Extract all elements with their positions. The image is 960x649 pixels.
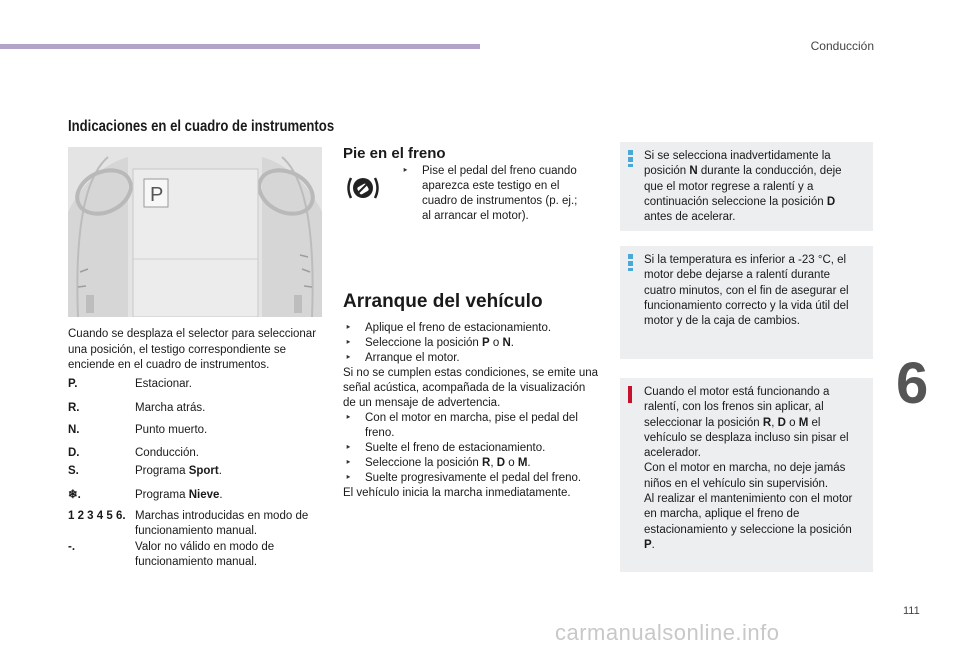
list-item: ‣ Aplique el freno de estacionamiento. bbox=[343, 321, 601, 336]
list-item: ‣ Seleccione la posición P o N. bbox=[343, 336, 601, 351]
list-item: ‣ Seleccione la posición R, D o M. bbox=[343, 456, 601, 471]
dash-gear-indicator: P bbox=[150, 184, 164, 206]
page-number: 111 bbox=[903, 605, 920, 617]
header-accent-bar bbox=[0, 44, 480, 49]
watermark: carmanualsonline.info bbox=[555, 620, 780, 645]
list-item: ‣ Arranque el motor. bbox=[343, 351, 601, 366]
instrument-panel-image bbox=[68, 147, 322, 317]
final-text: El vehículo inicia la marcha inmediatamente. bbox=[343, 487, 571, 499]
section-title: Conducción bbox=[810, 39, 874, 53]
list-item: ‣ Con el motor en marcha, pise el pedal del freno. bbox=[343, 411, 601, 441]
brake-pedal-warning-icon bbox=[345, 170, 381, 206]
info-note-neutral: Si se selecciona inadvertidamente la posición N durante la conducción, deje que el motor regrese a ralentí y a continuación seleccione la posición D antes de acelerar. bbox=[620, 142, 873, 231]
info-note-temperature bbox=[620, 246, 873, 359]
selector-intro-text: Cuando se desplaza el selector para seleccionar una posición, el testigo correspondiente se enciende en el cuadro de instrumentos. bbox=[68, 328, 317, 371]
note-text: Si la temperatura es inferior a -23 °C, el motor debe dejarse a ralentí durante cuatro minutos, con el fin de asegurar el funcionamiento correcto y la vida útil del motor y de la caja de cambios. bbox=[644, 254, 849, 328]
list-item: ‣ Suelte progresivamente el pedal del freno. bbox=[343, 471, 601, 486]
conditions-text: Si no se cumplen estas condiciones, se emite una señal acústica, acompañada de la visualización de un mensaje de advertencia. bbox=[343, 367, 599, 409]
vehicle-start-steps bbox=[343, 321, 601, 501]
chapter-number: 6 bbox=[896, 351, 929, 416]
info-icon bbox=[628, 254, 633, 271]
warning-note: Cuando el motor está funcionando a ralentí, con los frenos sin aplicar, al seleccionar la posición R, D o M el vehículo se desplaza incluso sin pisar el acelerador. Con el motor en marcha, no deje jamás niños en el vehículo sin supervisión. Al realizar el mantenimiento con el motor en marcha, aplique el freno de estacionamiento y seleccione la posición P. bbox=[620, 378, 873, 572]
brake-heading: Pie en el freno bbox=[343, 145, 446, 162]
vehicle-start-heading: Arranque del vehículo bbox=[343, 291, 543, 312]
brake-instruction: ‣ Pise el pedal del freno cuando aparezca este testigo en el cuadro de instrumentos (p. ej.; al arrancar el motor). bbox=[400, 164, 580, 224]
warning-icon bbox=[628, 386, 632, 403]
instrument-panel-heading: Indicaciones en el cuadro de instrumentos bbox=[68, 118, 335, 135]
warning-text-children: Con el motor en marcha, no deje jamás niños en el vehículo sin supervisión. bbox=[644, 462, 846, 490]
list-item: ‣ Suelte el freno de estacionamiento. bbox=[343, 441, 601, 456]
info-icon bbox=[628, 150, 633, 167]
